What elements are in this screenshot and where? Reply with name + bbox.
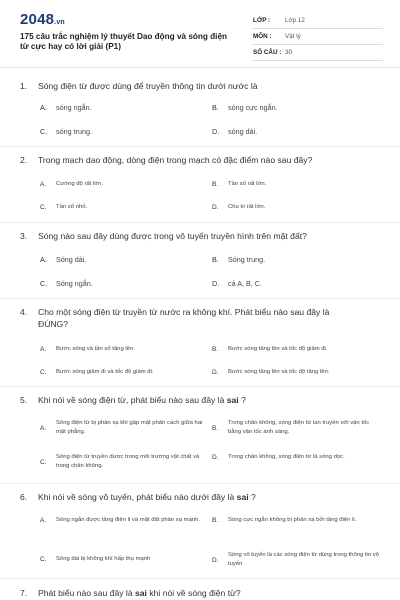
option-text: Cường độ rất lớn.: [56, 181, 104, 187]
option-b[interactable]: [212, 255, 265, 265]
meta-table: [253, 13, 383, 61]
option-letter: D.: [212, 204, 219, 211]
header-divider: [0, 67, 400, 68]
question-stem: [20, 230, 360, 242]
option-text: Tần số nhỏ.: [56, 204, 88, 210]
document-header: [0, 0, 400, 68]
option-letter: C.: [40, 279, 48, 288]
option-letter: A.: [40, 103, 47, 112]
option-letter: A.: [40, 181, 47, 188]
option-letter: B.: [212, 517, 219, 524]
option-text: Bước sóng và tần số tăng lên.: [56, 346, 135, 352]
option-a[interactable]: [40, 345, 135, 354]
option-c[interactable]: [40, 453, 208, 471]
meta-row-subject: [253, 29, 383, 45]
question-text-end: ?: [238, 395, 246, 405]
option-d[interactable]: [212, 453, 382, 462]
option-d[interactable]: [212, 368, 329, 377]
site-logo[interactable]: [20, 11, 65, 28]
option-text: Chu kì rất lớn.: [228, 204, 266, 210]
option-letter: D.: [212, 369, 219, 376]
question-stem: [20, 80, 360, 92]
option-text: Sóng dài bị không khí hấp thụ mạnh: [56, 556, 151, 562]
option-text: Bước sóng tăng lên và tốc độ tăng lên.: [228, 369, 330, 375]
option-letter: C.: [40, 369, 47, 376]
option-letter: D.: [212, 127, 220, 136]
option-text: Sóng điện từ truyền được trong môi trường vật chất và trong chân không.: [56, 454, 200, 469]
option-letter: B.: [212, 181, 219, 188]
option-letter: D.: [212, 279, 220, 288]
question-text: Trong mạch dao động, dòng điện trong mạch có đặc điểm nào sau đây?: [38, 155, 313, 165]
logo-text: 2048: [20, 11, 55, 28]
question-stem: [20, 306, 360, 330]
option-a[interactable]: [40, 419, 208, 437]
meta-value: 30: [285, 49, 293, 56]
option-a[interactable]: [40, 103, 92, 113]
option-letter: B.: [212, 255, 219, 264]
question-divider: [0, 298, 400, 299]
question-number: 6.: [20, 492, 28, 502]
question-text: Sóng nào sau đây dùng được trong vô tuyến truyền hình trên mặt đất?: [38, 231, 307, 241]
option-letter: D.: [212, 556, 219, 564]
option-c[interactable]: [40, 555, 208, 564]
option-text: Sóng ngắn.: [56, 279, 93, 288]
option-letter: A.: [40, 346, 47, 353]
question-text-emphasis: sai: [226, 395, 239, 405]
question-number: 5.: [20, 395, 28, 405]
option-d[interactable]: [212, 551, 382, 569]
question-text: Phát biểu nào sau đây là: [38, 588, 135, 598]
option-letter: A.: [40, 255, 47, 264]
question-number: 7.: [20, 588, 28, 598]
question-number: 4.: [20, 307, 28, 317]
option-text: sóng ngắn.: [56, 103, 92, 112]
question-text-end: khi nói về sóng điện từ?: [146, 588, 241, 598]
option-letter: B.: [212, 424, 219, 432]
option-c[interactable]: [40, 368, 154, 377]
meta-row-class: [253, 13, 383, 29]
question-divider: [0, 578, 400, 579]
option-d[interactable]: [212, 203, 265, 212]
question-text: Cho một sóng điện từ truyền từ nước ra không khí. Phát biểu nào sau đây là ĐÚNG?: [38, 307, 330, 329]
option-text: sóng dài.: [228, 127, 258, 136]
option-letter: B.: [212, 103, 219, 112]
question-stem: [20, 491, 360, 503]
question-text: Sóng điện từ được dùng để truyền thông tin dưới nước là: [38, 81, 258, 91]
option-d[interactable]: [212, 279, 262, 289]
option-text: Sóng cực ngắn không bị phản xạ bởi tầng điện li.: [228, 517, 357, 523]
option-c[interactable]: [40, 279, 93, 289]
option-text: Sóng ngắn được tầng điện li và mặt đất phản xạ mạnh.: [56, 517, 201, 523]
option-text: Sóng trung.: [228, 255, 266, 264]
logo-domain: .vn: [54, 19, 65, 26]
question-number: 2.: [20, 155, 28, 165]
option-letter: C.: [40, 127, 48, 136]
option-text: Sóng dài.: [56, 255, 87, 264]
option-letter: C.: [40, 458, 47, 466]
option-b[interactable]: [212, 345, 328, 354]
option-letter: C.: [40, 204, 47, 211]
option-a[interactable]: [40, 180, 103, 189]
question-stem: [20, 154, 360, 166]
question-divider: [0, 483, 400, 484]
option-b[interactable]: [212, 419, 382, 437]
question-text-end: ?: [248, 492, 256, 502]
question-number: 3.: [20, 231, 28, 241]
option-text: Bước sóng giảm đi và tốc độ giảm đi.: [56, 369, 154, 375]
option-b[interactable]: [212, 180, 266, 189]
option-text: Sóng vô tuyến là các sóng điện từ dùng trong thông tin vô tuyến: [228, 552, 379, 567]
option-letter: A.: [40, 517, 47, 524]
question-text: Khi nói về sóng vô tuyến, phát biểu nào dưới đây là: [38, 492, 237, 502]
question-stem: [20, 587, 360, 599]
meta-row-count: [253, 45, 383, 61]
meta-key: SỐ CÂU :: [253, 49, 282, 56]
question-divider: [0, 146, 400, 147]
option-a[interactable]: [40, 255, 86, 265]
meta-value: Vật lý: [285, 33, 301, 40]
meta-key: MÔN :: [253, 33, 272, 40]
option-b[interactable]: [212, 103, 278, 113]
question-text: Khi nói về sóng điện từ, phát biểu nào sau đây là: [38, 395, 227, 405]
document-title: 175 câu trắc nghiệm lý thuyết Dao động và sóng điện từ cực hay có lời giải (P1): [20, 32, 228, 51]
option-text: sóng trung.: [56, 127, 92, 136]
meta-key: LỚP :: [253, 17, 271, 24]
question-number: 1.: [20, 81, 28, 91]
question-divider: [0, 386, 400, 387]
option-text: Trong chân không, sóng điện từ là sóng dọc.: [228, 454, 345, 460]
question-stem: [20, 394, 360, 406]
option-text: sóng cực ngắn.: [228, 103, 278, 112]
option-letter: A.: [40, 424, 47, 432]
option-b[interactable]: [212, 516, 382, 525]
option-text: Trong chân không, sóng điện từ lan truyền với vận tốc bằng vận tốc ánh sáng.: [228, 420, 370, 435]
option-text: cả A, B, C.: [228, 279, 262, 288]
option-letter: B.: [212, 346, 219, 353]
option-c[interactable]: [40, 203, 87, 212]
option-text: Sóng điện từ bị phản xạ khi gặp mặt phân cách giữa hai mặt phẳng.: [56, 420, 203, 435]
option-a[interactable]: [40, 516, 208, 525]
option-text: Tần số rất lớn.: [228, 181, 267, 187]
option-c[interactable]: [40, 127, 92, 137]
option-d[interactable]: [212, 127, 257, 137]
question-text-emphasis: sai: [135, 588, 147, 598]
option-text: Bước sóng tăng lên và tốc độ giảm đi.: [228, 346, 328, 352]
meta-value: Lớp 12: [285, 17, 305, 24]
question-divider: [0, 222, 400, 223]
option-letter: C.: [40, 556, 47, 563]
option-letter: D.: [212, 454, 219, 461]
question-text-emphasis: sai: [236, 492, 249, 502]
